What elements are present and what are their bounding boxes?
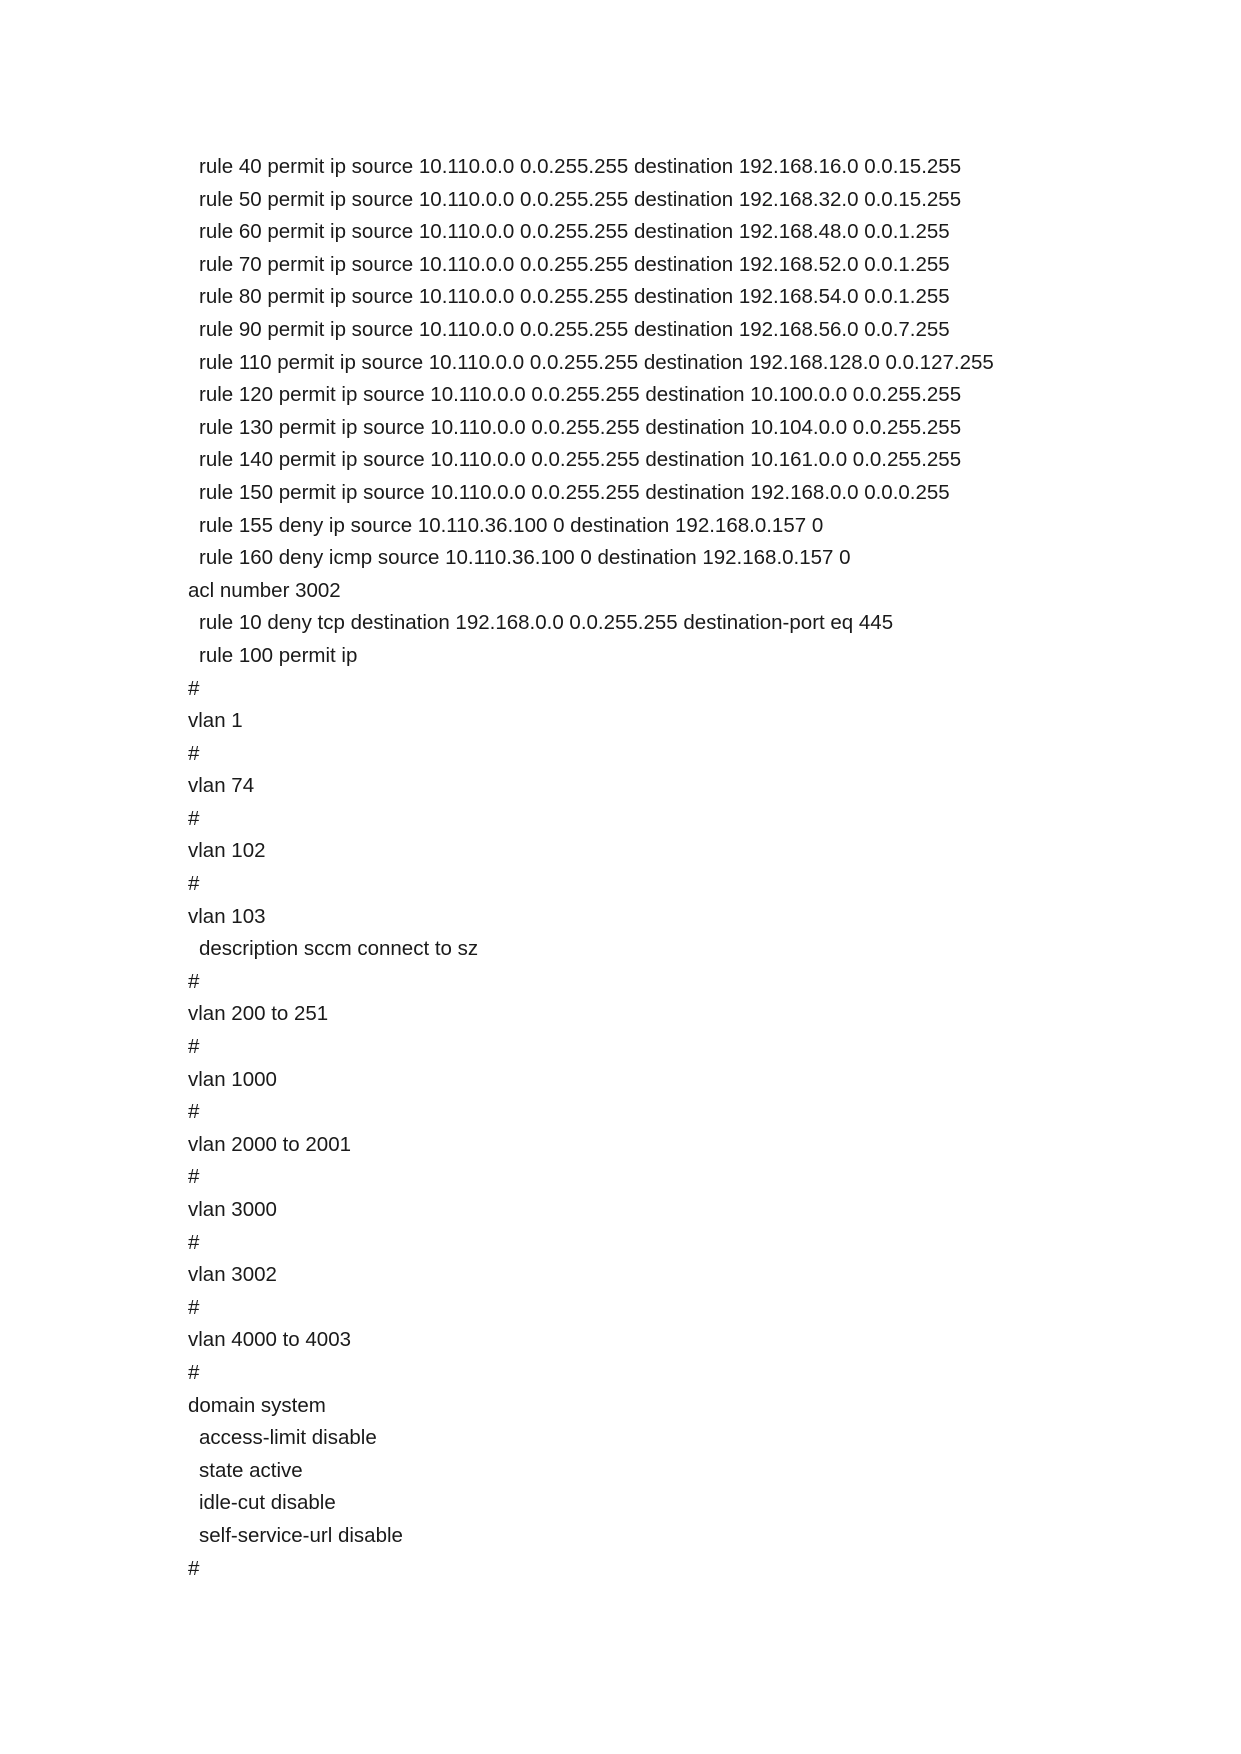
acl-rule-line: rule 50 permit ip source 10.110.0.0 0.0.255.255 destination 192.168.32.0 0.0.15.255: [199, 187, 962, 211]
vlan-line: vlan 2000 to 2001: [188, 1132, 351, 1156]
section-separator: #: [188, 741, 200, 765]
vlan-line: vlan 1: [188, 709, 243, 733]
config-line: acl number 3002: [188, 578, 341, 602]
acl-rule-line: rule 100 permit ip: [199, 643, 358, 667]
vlan-line: vlan 1000: [188, 1067, 277, 1091]
acl-rule-line: rule 120 permit ip source 10.110.0.0 0.0.255.255 destination 10.100.0.0 0.0.255.255: [199, 383, 962, 407]
section-separator: #: [188, 1556, 200, 1580]
acl-rule-line: rule 130 permit ip source 10.110.0.0 0.0.255.255 destination 10.104.0.0 0.0.255.255: [199, 415, 962, 439]
config-line: description sccm connect to sz: [199, 937, 479, 961]
acl-rule-line: rule 150 permit ip source 10.110.0.0 0.0.255.255 destination 192.168.0.0 0.0.0.255: [199, 480, 950, 504]
config-line: idle-cut disable: [199, 1491, 336, 1515]
acl-rule-line: rule 140 permit ip source 10.110.0.0 0.0.255.255 destination 10.161.0.0 0.0.255.255: [199, 448, 962, 472]
config-line: access-limit disable: [199, 1426, 377, 1450]
section-separator: #: [188, 872, 200, 896]
section-separator: #: [188, 1295, 200, 1319]
config-line: state active: [199, 1458, 303, 1482]
acl-rule-line: rule 155 deny ip source 10.110.36.100 0 destination 192.168.0.157 0: [199, 513, 824, 537]
section-separator: #: [188, 1035, 200, 1059]
section-separator: #: [188, 1230, 200, 1254]
vlan-line: vlan 3000: [188, 1198, 277, 1221]
acl-rule-line: rule 10 deny tcp destination 192.168.0.0 0.0.255.255 destination-port eq 445: [199, 611, 894, 635]
section-separator: #: [188, 806, 200, 830]
acl-rule-line: rule 80 permit ip source 10.110.0.0 0.0.255.255 destination 192.168.54.0 0.0.1.255: [199, 285, 950, 309]
acl-rule-line: rule 90 permit ip source 10.110.0.0 0.0.255.255 destination 192.168.56.0 0.0.7.255: [199, 317, 950, 341]
vlan-line: vlan 102: [188, 839, 266, 863]
config-line: domain system: [188, 1393, 326, 1417]
section-separator: #: [188, 1360, 200, 1384]
config-listing: [188, 151, 994, 1585]
section-separator: #: [188, 1100, 200, 1124]
acl-rule-line: rule 40 permit ip source 10.110.0.0 0.0.255.255 destination 192.168.16.0 0.0.15.255: [199, 155, 962, 178]
vlan-line: vlan 4000 to 4003: [188, 1328, 351, 1352]
vlan-line: vlan 3002: [188, 1263, 277, 1287]
section-separator: #: [188, 969, 200, 993]
section-separator: #: [188, 676, 200, 700]
vlan-line: vlan 200 to 251: [188, 1002, 329, 1026]
vlan-line: vlan 74: [188, 774, 255, 798]
config-line: self-service-url disable: [199, 1523, 403, 1547]
acl-rule-line: rule 110 permit ip source 10.110.0.0 0.0.255.255 destination 192.168.128.0 0.0.127.255: [199, 350, 994, 374]
acl-rule-line: rule 60 permit ip source 10.110.0.0 0.0.255.255 destination 192.168.48.0 0.0.1.255: [199, 220, 950, 244]
acl-rule-line: rule 160 deny icmp source 10.110.36.100 0 destination 192.168.0.157 0: [199, 546, 851, 570]
section-separator: #: [188, 1165, 200, 1189]
vlan-line: vlan 103: [188, 904, 266, 928]
acl-rule-line: rule 70 permit ip source 10.110.0.0 0.0.255.255 destination 192.168.52.0 0.0.1.255: [199, 252, 950, 276]
